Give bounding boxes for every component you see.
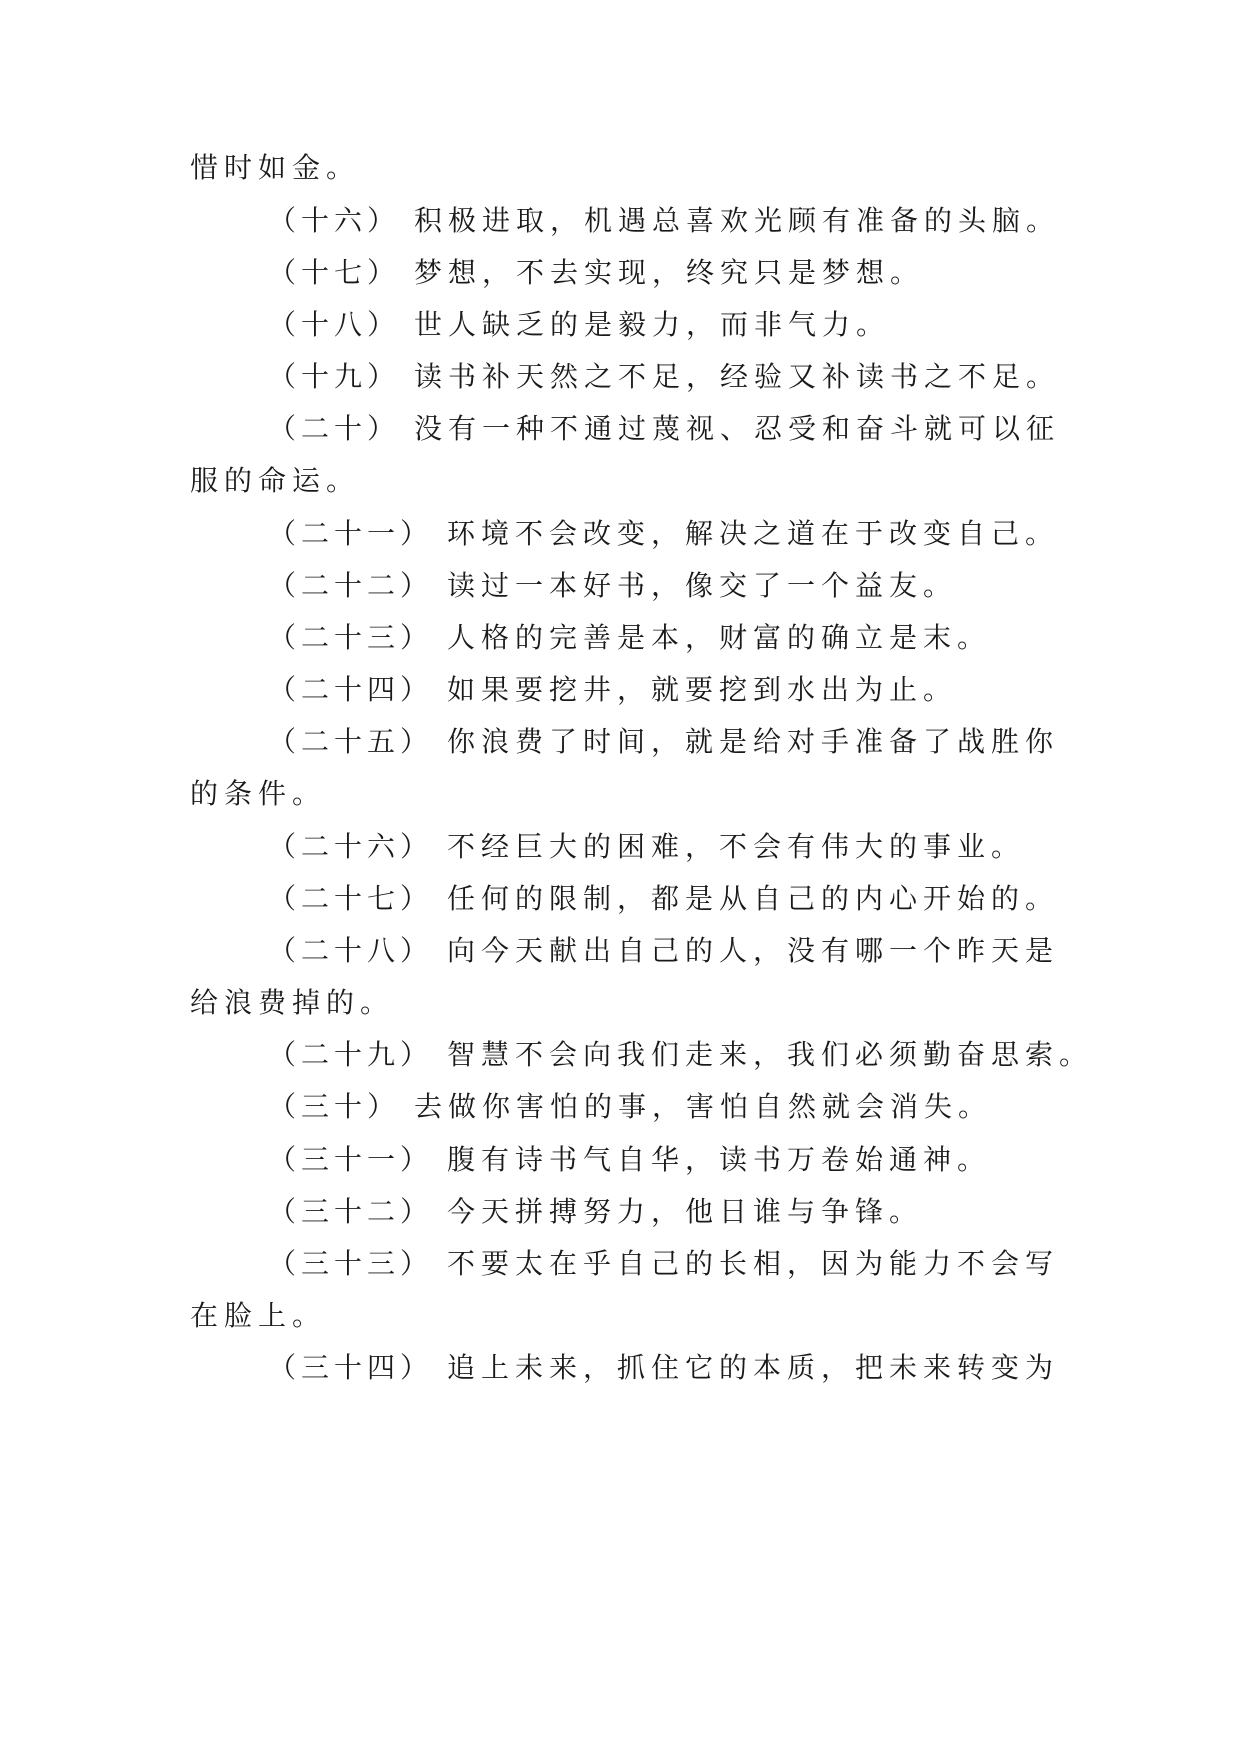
line-text: 不经巨大的困难，不会有伟大的事业。 — [447, 830, 1026, 863]
numbered-line — [268, 566, 957, 606]
item-number: （二十六） — [268, 830, 434, 863]
line-text: 智慧不会向我们走来，我们必须勤奋思索。 — [447, 1038, 1094, 1071]
line-text: 腹有诗书气自华，读书万卷始通神。 — [447, 1143, 992, 1176]
text-line — [190, 983, 394, 1023]
line-text: 不要太在乎自己的长相，因为能力不会写 — [447, 1247, 1060, 1280]
line-text: 没有一种不通过蔑视、忍受和奋斗就可以征 — [414, 412, 1061, 445]
text-line — [190, 774, 326, 814]
item-number: （二十八） — [268, 934, 434, 967]
line-text: 人格的完善是本，财富的确立是末。 — [447, 621, 992, 654]
item-number: （十六） — [268, 204, 401, 237]
item-number: （十七） — [268, 256, 401, 289]
numbered-line — [268, 305, 890, 345]
item-number: （十八） — [268, 308, 401, 341]
item-number: （二十九） — [268, 1038, 434, 1071]
numbered-line — [268, 670, 957, 710]
numbered-line — [268, 201, 1060, 241]
numbered-line — [268, 253, 924, 293]
item-number: （三十三） — [268, 1247, 434, 1280]
numbered-line — [268, 722, 1059, 762]
item-number: （三十二） — [268, 1195, 434, 1228]
line-text: 读过一本好书，像交了一个益友。 — [447, 569, 958, 602]
line-text: 你浪费了时间，就是给对手准备了战胜你 — [447, 725, 1060, 758]
numbered-line — [268, 931, 1059, 971]
line-text: 读书补天然之不足，经验又补读书之不足。 — [414, 360, 1061, 393]
line-text: 今天拼搏努力，他日谁与争锋。 — [447, 1195, 924, 1228]
line-text: 积极进取，机遇总喜欢光顾有准备的头脑。 — [414, 204, 1061, 237]
line-text: 给浪费掉的。 — [190, 986, 395, 1019]
numbered-line — [268, 409, 1060, 449]
item-number: （二十五） — [268, 725, 434, 758]
numbered-line — [268, 514, 1059, 554]
numbered-line — [268, 1087, 992, 1127]
text-line — [190, 461, 360, 501]
numbered-line — [268, 1192, 923, 1232]
line-text: 追上未来，抓住它的本质，把未来转变为 — [447, 1351, 1060, 1384]
numbered-line — [268, 1035, 1093, 1075]
item-number: （二十七） — [268, 882, 434, 915]
item-number: （二十四） — [268, 673, 434, 706]
line-text: 任何的限制，都是从自己的内心开始的。 — [447, 882, 1060, 915]
item-number: （二十） — [268, 412, 401, 445]
line-text: 在脸上。 — [190, 1299, 327, 1332]
numbered-line — [268, 879, 1059, 919]
line-text: 世人缺乏的是毅力，而非气力。 — [414, 308, 891, 341]
numbered-line — [268, 357, 1060, 397]
line-text: 服的命运。 — [190, 464, 361, 497]
item-number: （三十一） — [268, 1143, 434, 1176]
line-text: 惜时如金。 — [190, 151, 361, 184]
item-number: （二十一） — [268, 517, 434, 550]
line-text: 环境不会改变，解决之道在于改变自己。 — [447, 517, 1060, 550]
item-number: （三十） — [268, 1090, 401, 1123]
numbered-line — [268, 1140, 991, 1180]
item-number: （三十四） — [268, 1351, 434, 1384]
numbered-line — [268, 618, 991, 658]
item-number: （二十三） — [268, 621, 434, 654]
numbered-line — [268, 1244, 1059, 1284]
text-line — [190, 148, 360, 188]
text-line — [190, 1296, 326, 1336]
line-text: 梦想，不去实现，终究只是梦想。 — [414, 256, 925, 289]
item-number: （十九） — [268, 360, 401, 393]
line-text: 去做你害怕的事，害怕自然就会消失。 — [414, 1090, 993, 1123]
numbered-line — [268, 1348, 1059, 1388]
line-text: 向今天献出自己的人，没有哪一个昨天是 — [447, 934, 1060, 967]
line-text: 如果要挖井，就要挖到水出为止。 — [447, 673, 958, 706]
item-number: （二十二） — [268, 569, 434, 602]
line-text: 的条件。 — [190, 777, 327, 810]
numbered-line — [268, 827, 1025, 867]
